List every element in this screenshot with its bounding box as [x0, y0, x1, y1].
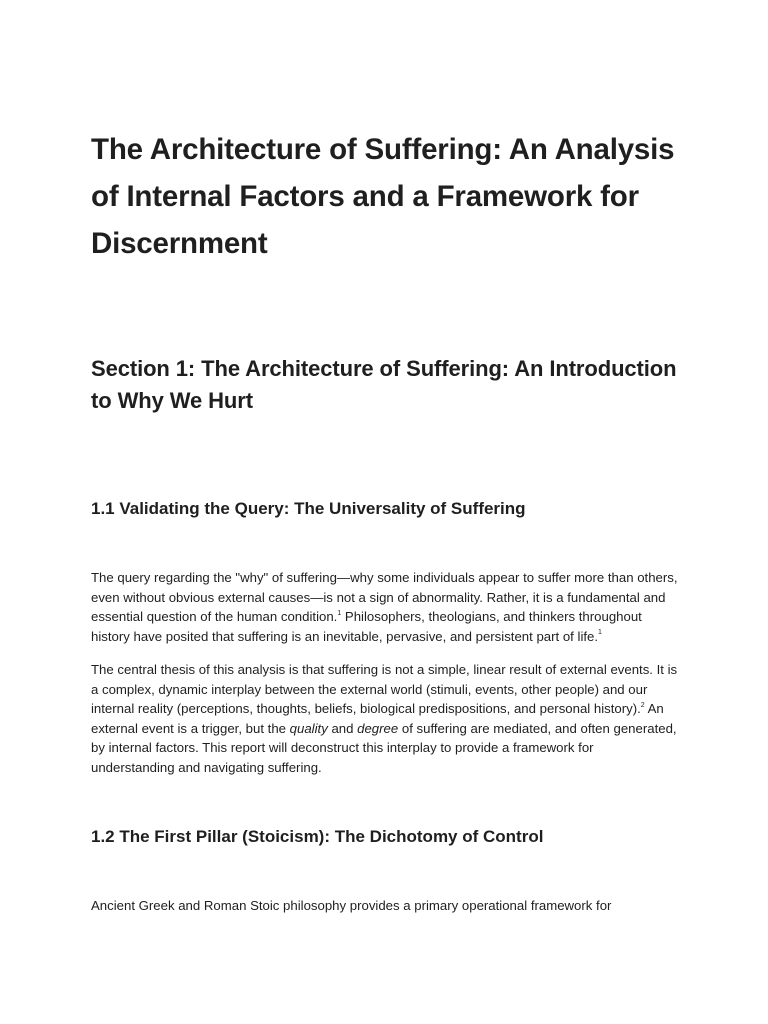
text-run: and	[327, 720, 358, 736]
section-1-heading: Section 1: The Architecture of Suffering: An Introduction to Why We Hurt	[91, 356, 677, 413]
footnote-ref[interactable]: 2	[640, 701, 645, 709]
subsection-1-2-heading: 1.2 The First Pillar (Stoicism): The Dichotomy of Control	[91, 827, 544, 846]
text-run: The query regarding the "why" of suffering—why some individuals appear to suffer more than others, even without obvious external causes—is not a sign of abnormality. Rather, it is a fundamental and essential question of the human condition.	[91, 570, 678, 624]
emphasis-degree: degree	[357, 720, 399, 736]
emphasis-quality: quality	[289, 720, 328, 736]
paragraph-1-1-a	[91, 568, 678, 646]
text-run: An external event is a trigger, but the	[91, 701, 664, 736]
text-run: The central thesis of this analysis is that suffering is not a simple, linear result of external events. It is a complex, dynamic interplay between the external world (stimuli, events, other people) and our internal reality (perceptions, thoughts, beliefs, biological predispositions, and personal history).	[91, 662, 678, 716]
footnote-ref[interactable]: 1	[598, 629, 602, 637]
subsection-1-1-heading: 1.1 Validating the Query: The Universality of Suffering	[91, 499, 526, 518]
text-run: of suffering are mediated, and often generated, by internal factors. This report will deconstruct this interplay to provide a framework for understanding and navigating suffering.	[91, 720, 677, 775]
paragraph-1-2-a: Ancient Greek and Roman Stoic philosophy provides a primary operational framework for	[91, 898, 612, 913]
document-title: The Architecture of Suffering: An Analysis of Internal Factors and a Framework for Discernment	[91, 133, 675, 260]
paragraph-1-1-b	[91, 660, 678, 777]
footnote-ref[interactable]: 1	[337, 609, 342, 617]
text-run: Philosophers, theologians, and thinkers throughout history have posited that suffering is an inevitable, pervasive, and persistent part of life.	[91, 609, 642, 644]
